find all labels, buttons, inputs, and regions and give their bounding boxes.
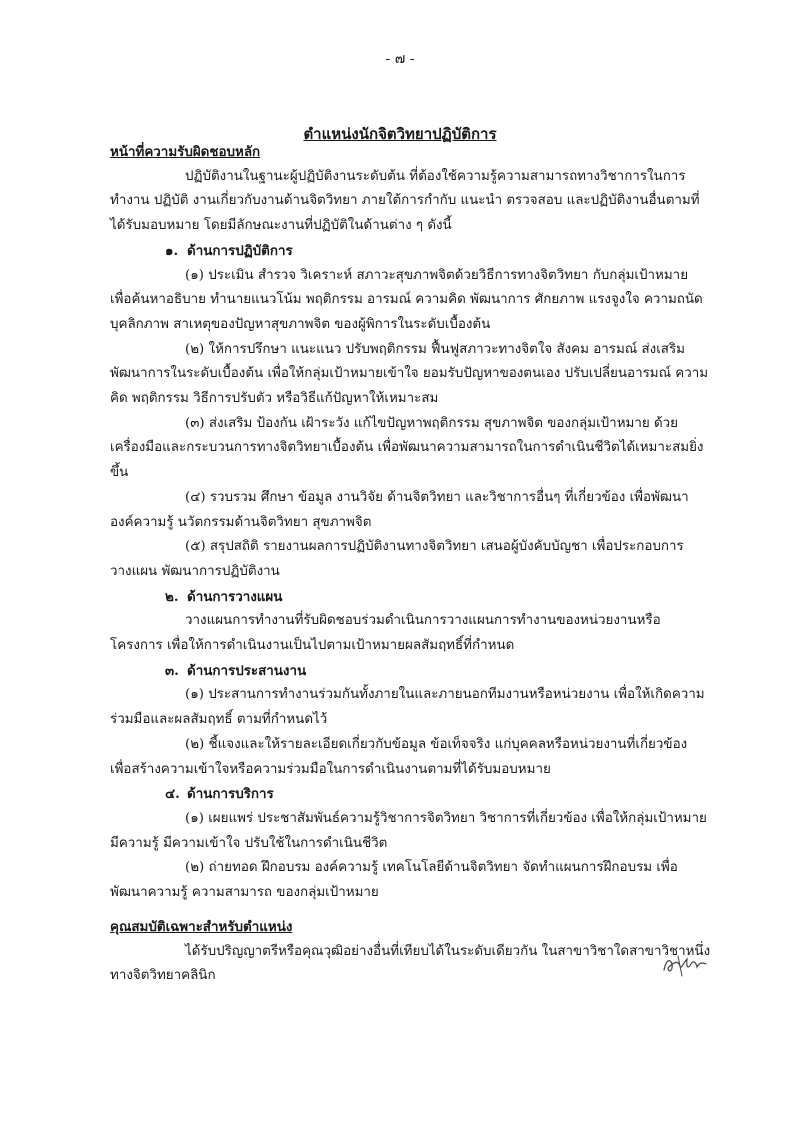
section-item: (๔) รวบรวม ศึกษา ข้อมูล งานวิจัย ด้านจิตวิทยา และวิชาการอื่นๆ ที่เกี่ยวข้อง เพื่อพัฒนาองค์ความรู้ นวัตกรรมด้านจิตวิทยา สุขภาพจิต bbox=[110, 489, 689, 530]
section-item: (๒) ชี้แจงและให้รายละเอียดเกี่ยวกับข้อมูล ข้อเท็จจริง แก่บุคคลหรือหน่วยงานที่เกี่ยวข้อง เพื่อสร้างความเข้าใจหรือความร่วมมือในการดำเนินงานตามที่ได้รับมอบหมาย bbox=[110, 736, 688, 777]
section-number: ๓. bbox=[165, 662, 179, 679]
section-item: (๒) ให้การปรึกษา แนะแนว ปรับพฤติกรรม ฟื้นฟูสภาวะทางจิตใจ สังคม อารมณ์ ส่งเสริมพัฒนาการในระดับเบื้องต้น เพื่อให้กลุ่มเป้าหมายเข้าใจ ยอมรับปัญหาของตนเอง ปรับเปลี่ยนอารมณ์ ความคิด พฤติกรรม วิธีการปรับตัว หรือวิธีแก้ปัญหาให้เหมาะสม bbox=[110, 341, 709, 407]
section-heading bbox=[110, 782, 712, 807]
section-number: ๑. bbox=[165, 242, 179, 259]
section-item: (๓) ส่งเสริม ป้องกัน เฝ้าระวัง แก้ไขปัญหาพฤติกรรม สุขภาพจิต ของกลุ่มเป้าหมาย ด้วยเครื่องมือและกระบวนการทางจิตวิทยาเบื้องต้น เพื่อพัฒนาความสามารถในการดำเนินชีวิตได้เหมาะสมยิ่งขึ้น bbox=[110, 415, 704, 481]
section-item: (๒) ถ่ายทอด ฝึกอบรม องค์ความรู้ เทคโนโลยีด้านจิตวิทยา จัดทำแผนการฝึกอบรม เพื่อพัฒนาความรู้ ความสามารถ ของกลุ่มเป้าหมาย bbox=[110, 860, 678, 901]
intro-paragraph: ปฏิบัติงานในฐานะผู้ปฏิบัติงานระดับต้น ที่ต้องใช้ความรู้ความสามารถทางวิชาการในการทำงาน ปฏิบัติ งานเกี่ยวกับงานด้านจิตวิทยา ภายใต้การกำกับ แนะนำ ตรวจสอบ และปฏิบัติงานอื่นตามที่ ได้รับมอบหมาย โดยมีลักษณะงานที่ปฏิบัติในด้านต่าง ๆ ดังนี้ bbox=[110, 168, 700, 234]
qualification-heading: คุณสมบัติเฉพาะสำหรับตำแหน่ง bbox=[110, 918, 293, 935]
section-item: (๕) สรุปสถิติ รายงานผลการปฏิบัติงานทางจิตวิทยา เสนอผู้บังคับบัญชา เพื่อประกอบการวางแผน พัฒนาการปฏิบัติงาน bbox=[110, 539, 684, 579]
page-title: ตำแหน่งนักจิตวิทยาปฏิบัติการ bbox=[303, 125, 497, 143]
section-number: ๒. bbox=[165, 588, 179, 605]
section-title: ด้านการวางแผน bbox=[187, 588, 283, 605]
qualification-paragraph: ได้รับปริญญาตรีหรือคุณวุฒิอย่างอื่นที่เทียบได้ในระดับเดียวกัน ในสาขาวิชาใดสาขาวิชาหนึ่ง ทางจิตวิทยาคลินิก bbox=[110, 943, 711, 984]
section-title: ด้านการประสานงาน bbox=[187, 662, 307, 679]
section-heading bbox=[110, 239, 712, 264]
signature-mark bbox=[660, 950, 712, 980]
section-item: วางแผนการทำงานที่รับผิดชอบร่วมดำเนินการวางแผนการทำงานของหน่วยงานหรือ โครงการ เพื่อให้การดำเนินงานเป็นไปตามเป้าหมายผลสัมฤทธิ์ที่กำหนด bbox=[110, 613, 661, 654]
section-title: ด้านการปฏิบัติการ bbox=[187, 242, 293, 259]
document-body bbox=[110, 140, 712, 989]
section-item: (๑) ประสานการทำงานร่วมกันทั้งภายในและภายนอกทีมงานหรือหน่วยงาน เพื่อให้เกิดความร่วมมือและผลสัมฤทธิ์ ตามที่กำหนดไว้ bbox=[110, 687, 705, 728]
section-item: (๑) ประเมิน สำรวจ วิเคราะห์ สภาวะสุขภาพจิตด้วยวิธีการทางจิตวิทยา กับกลุ่มเป้าหมาย เพื่อค้นหาอธิบาย ทำนายแนวโน้ม พฤติกรรม อารมณ์ ความคิด พัฒนาการ ศักยภาพ แรงจูงใจ ความถนัด บุคลิกภาพ สาเหตุของปัญหาสุขภาพจิต ของผู้พิการในระดับเบื้องต้น bbox=[110, 267, 703, 332]
section-title: ด้านการบริการ bbox=[187, 786, 274, 803]
section-item: (๑) เผยแพร่ ประชาสัมพันธ์ความรู้วิชาการจิตวิทยา วิชาการที่เกี่ยวข้อง เพื่อให้กลุ่มเป้าหมายมีความรู้ มีความเข้าใจ ปรับใช้ในการดำเนินชีวิต bbox=[110, 810, 707, 851]
page-number: - ๗ - bbox=[385, 51, 415, 67]
section-heading bbox=[110, 659, 712, 684]
section-number: ๔. bbox=[165, 786, 180, 803]
duties-heading: หน้าที่ความรับผิดชอบหลัก bbox=[110, 144, 261, 160]
section-heading bbox=[110, 585, 712, 610]
